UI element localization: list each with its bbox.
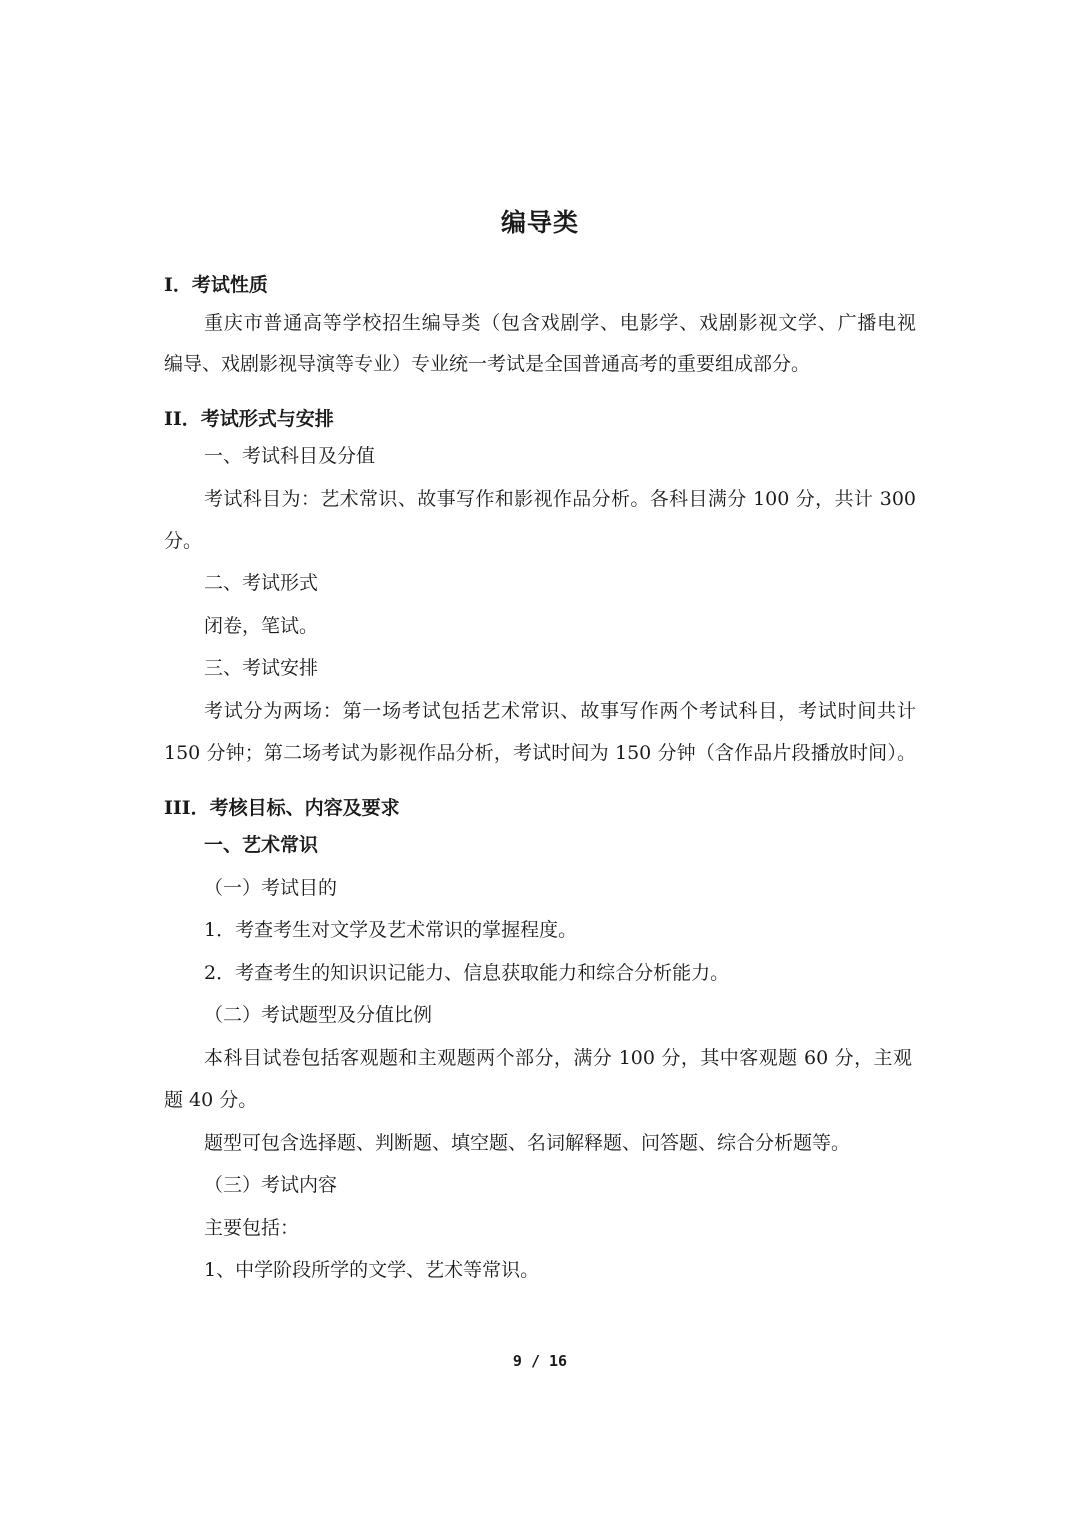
section-heading-objectives: III．考核目标、内容及要求	[164, 797, 400, 819]
paragraph-line: 题型可包含选择题、判断题、填空题、名词解释题、问答题、综合分析题等。	[204, 1132, 851, 1154]
page-title: 编导类	[500, 208, 579, 237]
subheading-arrangement: 三、考试安排	[204, 657, 319, 679]
paragraph-line: 闭卷，笔试。	[204, 615, 319, 637]
subheading-exam-purpose: （一）考试目的	[204, 877, 338, 899]
paragraph-line: 主要包括：	[204, 1217, 300, 1239]
subheading-subjects: 一、考试科目及分值	[204, 445, 376, 467]
paragraph-line: 题 40 分。	[164, 1089, 258, 1111]
paragraph-line: 考试分为两场：第一场考试包括艺术常识、故事写作两个考试科目，考试时间共计	[204, 700, 916, 722]
subheading-question-types: （二）考试题型及分值比例	[204, 1004, 433, 1026]
paragraph-line: 考试科目为：艺术常识、故事写作和影视作品分析。各科目满分 100 分，共计 300	[204, 488, 916, 510]
subheading-exam-content: （三）考试内容	[204, 1174, 338, 1196]
page-number: 9 / 16	[512, 1352, 568, 1370]
paragraph-line: 分。	[164, 530, 203, 552]
list-item: 1．考查考生对文学及艺术常识的掌握程度。	[204, 919, 578, 941]
subheading-format: 二、考试形式	[204, 572, 319, 594]
paragraph-line: 重庆市普通高等学校招生编导类（包含戏剧学、电影学、戏剧影视文学、广播电视	[204, 312, 916, 334]
paragraph-line: 本科目试卷包括客观题和主观题两个部分，满分 100 分，其中客观题 60 分，主观	[204, 1047, 912, 1069]
paragraph-line: 150 分钟；第二场考试为影视作品分析，考试时间为 150 分钟（含作品片段播放时间）。	[164, 742, 916, 764]
section-heading-exam-nature: I．考试性质	[164, 274, 268, 296]
subheading-art-knowledge: 一、艺术常识	[204, 834, 319, 856]
paragraph-line: 编导、戏剧影视导演等专业）专业统一考试是全国普通高考的重要组成部分。	[164, 353, 811, 375]
list-item: 1、中学阶段所学的文学、艺术等常识。	[204, 1259, 540, 1281]
section-heading-exam-format: II．考试形式与安排	[164, 408, 334, 430]
list-item: 2．考查考生的知识识记能力、信息获取能力和综合分析能力。	[204, 962, 730, 984]
